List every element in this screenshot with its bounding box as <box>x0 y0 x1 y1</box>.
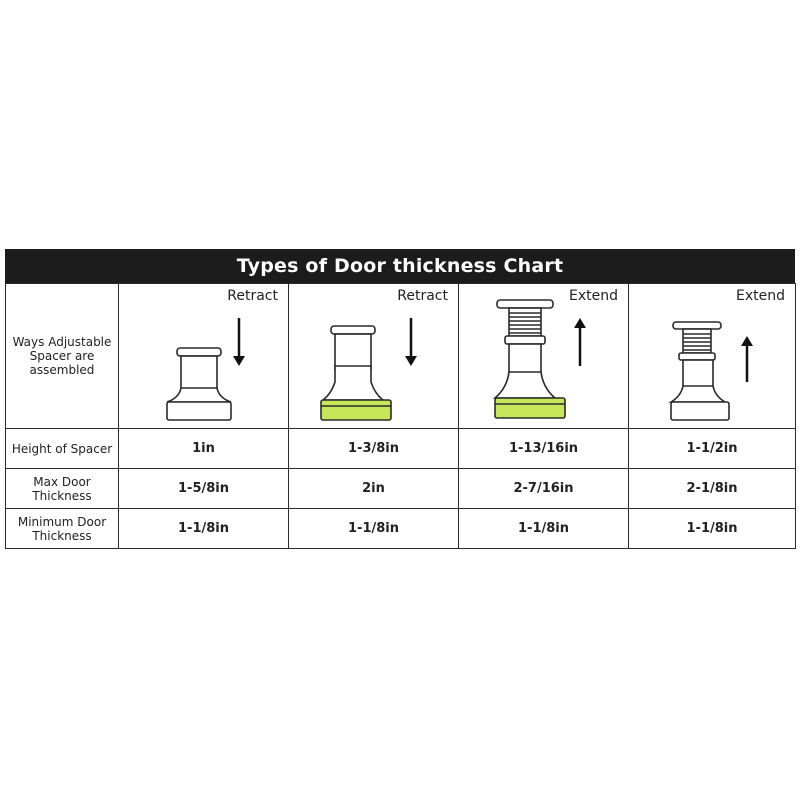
min-value: 1-1/8in <box>289 509 459 549</box>
chart-title: Types of Door thickness Chart <box>5 249 795 283</box>
height-label: Height of Spacer <box>6 429 119 469</box>
height-value: 1-13/16in <box>459 429 629 469</box>
height-value: 1-3/8in <box>289 429 459 469</box>
spacer-retract-short-icon <box>119 284 289 428</box>
max-value: 2-7/16in <box>459 469 629 509</box>
max-value: 2in <box>289 469 459 509</box>
height-value: 1-1/2in <box>629 429 796 469</box>
assembly-cell-4 <box>629 284 796 429</box>
height-value: 1in <box>119 429 289 469</box>
max-value: 2-1/8in <box>629 469 796 509</box>
direction-label: Extend <box>736 288 785 304</box>
spacer-extend-short-icon <box>629 284 796 428</box>
assembly-cell-2 <box>289 284 459 429</box>
assembly-label: Ways Adjustable Spacer are assembled <box>6 284 119 429</box>
direction-label: Retract <box>227 288 278 304</box>
chart-table <box>5 283 796 549</box>
assembly-cell-3 <box>459 284 629 429</box>
assembly-row <box>6 284 796 429</box>
spacer-retract-tall-icon <box>289 284 459 428</box>
direction-label: Retract <box>397 288 448 304</box>
min-label: Minimum Door Thickness <box>6 509 119 549</box>
spacer-extend-tall-icon <box>459 284 629 428</box>
assembly-cell-1 <box>119 284 289 429</box>
direction-label: Extend <box>569 288 618 304</box>
max-value: 1-5/8in <box>119 469 289 509</box>
door-thickness-chart <box>5 249 795 549</box>
max-row <box>6 469 796 509</box>
min-value: 1-1/8in <box>119 509 289 549</box>
min-row <box>6 509 796 549</box>
height-row <box>6 429 796 469</box>
min-value: 1-1/8in <box>629 509 796 549</box>
max-label: Max Door Thickness <box>6 469 119 509</box>
min-value: 1-1/8in <box>459 509 629 549</box>
